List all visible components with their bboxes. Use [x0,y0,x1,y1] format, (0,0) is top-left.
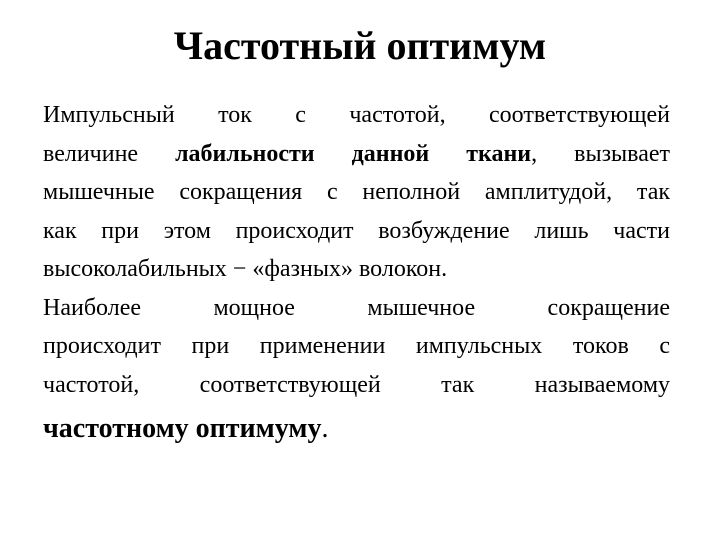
text-run: , вызывает [531,140,670,167]
text-line: происходит при применении импульсных токов с [43,333,670,359]
text-line [43,135,670,174]
text-line: частотой, соответствующей так называемому [43,371,670,398]
text-line [43,406,670,452]
text-line: Наиболее мощное мышечное сокращение [43,294,670,321]
text-run: величине [43,140,176,167]
slide-body [43,96,670,452]
text-line: как при этом происходит возбуждение лишь части [43,217,670,244]
text-run: . [321,413,329,444]
text-line: высоколабильных − «фазных» волокон. [43,256,448,282]
slide-title: Частотный оптимум [173,23,547,68]
bold-term-lability: лабильности данной ткани [175,140,532,167]
bold-term-frequency-optimum: частотному оптимуму [43,413,322,444]
text-line: мышечные сокращения с неполной амплитудой, так [43,179,670,205]
text-line: Импульсный ток с частотой, соответствующей [43,102,670,128]
